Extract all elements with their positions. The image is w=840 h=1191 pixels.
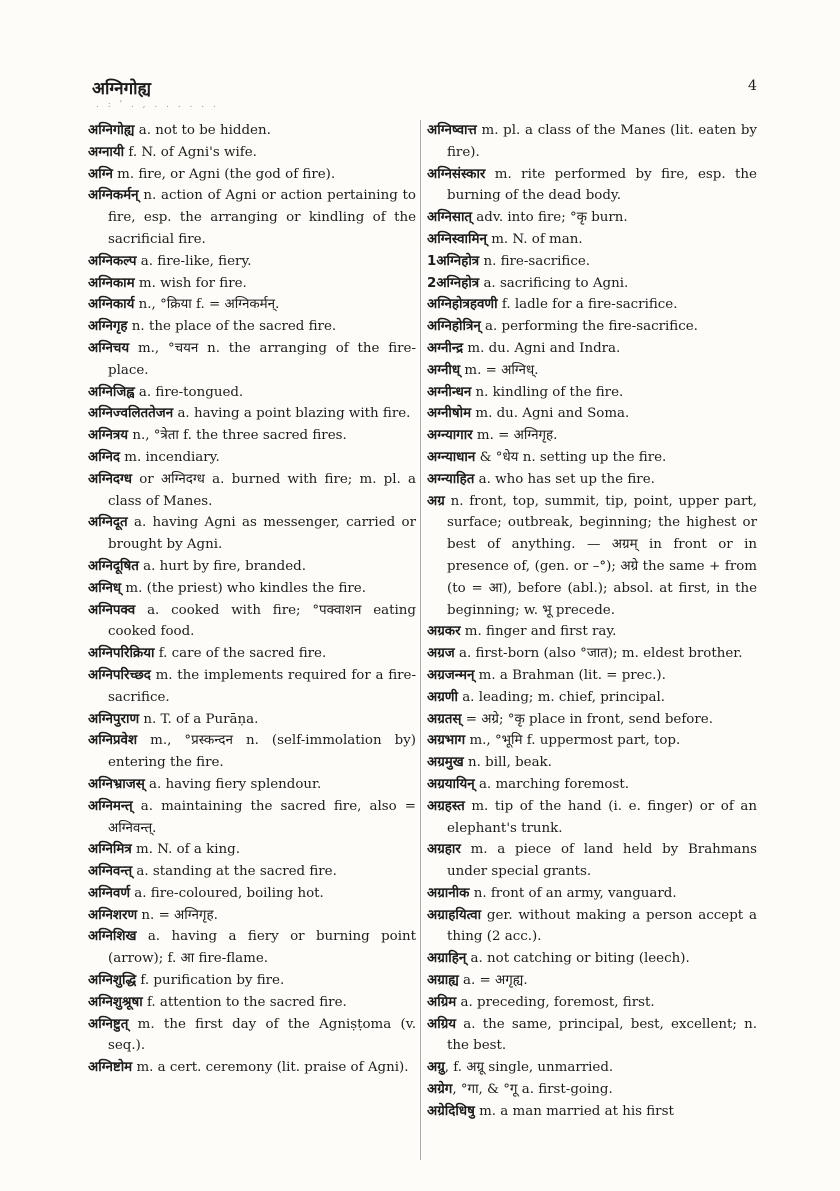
- entry-headword: अग्राह्य: [427, 973, 459, 989]
- dictionary-entry: [88, 970, 416, 992]
- entry-definition: n. the place of the sacred fire.: [127, 319, 337, 335]
- entry-definition: a. having Agni as messenger, carried or brought by Agni.: [108, 515, 416, 553]
- entry-headword: अग्राहिन्: [427, 951, 467, 967]
- entry-definition: n., °क्रिया f. = अग्निकर्मन्.: [134, 297, 280, 313]
- entry-headword: अग्निशुश्रूषा: [88, 994, 143, 1010]
- dictionary-entry: [88, 382, 416, 404]
- entry-headword: अग्नायी: [88, 144, 125, 160]
- entry-definition: n. bill, beak.: [463, 755, 552, 771]
- dictionary-entry: [427, 709, 757, 731]
- dictionary-entry: [427, 883, 757, 905]
- entry-definition: m. the first day of the Agniṣṭoma (v. seq.).: [108, 1016, 416, 1054]
- entry-headword: अग्नित्रय: [88, 428, 129, 444]
- entry-headword: अग्निवन्त्: [88, 864, 133, 880]
- dictionary-entry: [88, 1057, 416, 1079]
- entry-definition: f. care of the sacred fire.: [154, 646, 327, 662]
- entry-definition: a. standing at the sacred fire.: [132, 864, 337, 880]
- entry-definition: m. wish for fire.: [134, 275, 247, 291]
- dictionary-entry: [427, 294, 757, 316]
- entry-definition: m. du. Agni and Soma.: [471, 406, 630, 422]
- entry-definition: m. finger and first ray.: [460, 624, 617, 640]
- entry-definition: a. having a point blazing with fire.: [173, 406, 411, 422]
- entry-definition: = अग्रे; °कृ place in front, send before.: [461, 711, 713, 727]
- running-head: अग्निगोह्य: [92, 79, 151, 99]
- dictionary-entry: [88, 251, 416, 273]
- entry-headword: अग्नीन्धन: [427, 384, 472, 400]
- entry-definition: m. a man married at his first: [474, 1103, 674, 1119]
- dictionary-entry: [427, 839, 757, 883]
- entry-headword: अग्नीषोम: [427, 406, 472, 422]
- dictionary-entry: [427, 491, 757, 622]
- dictionary-entry: [88, 643, 416, 665]
- entry-headword: अग्निजिह्व: [88, 384, 135, 400]
- entry-definition: m. N. of man.: [486, 231, 583, 247]
- entry-headword: अग्निष्टुत्: [88, 1016, 129, 1032]
- dictionary-entry: [88, 905, 416, 927]
- entry-headword: अग्रयायिन्: [427, 776, 475, 792]
- entry-definition: , f. अग्रू single, unmarried.: [444, 1060, 614, 1076]
- dictionary-entry: [427, 273, 757, 295]
- entry-headword: अग्रु: [427, 1060, 445, 1076]
- entry-headword: अग्न्याहित: [427, 471, 475, 487]
- entry-headword: अग्निवर्ण: [88, 885, 131, 901]
- column-divider: [420, 120, 421, 1160]
- dictionary-entry: [88, 839, 416, 861]
- dictionary-entry: [88, 600, 416, 644]
- dictionary-entry: [427, 447, 757, 469]
- dictionary-entry: [427, 992, 757, 1014]
- entry-headword: अग्निहोत्रिन्: [427, 319, 481, 335]
- left-column: [88, 120, 416, 1079]
- entry-headword: अग्निकाम: [88, 275, 135, 291]
- entry-definition: f. N. of Agni's wife.: [124, 144, 257, 160]
- page-number: 4: [748, 78, 757, 94]
- entry-definition: adv. into fire; °कृ burn.: [472, 210, 628, 226]
- header-smudge: . : ' . , . . . . . .: [96, 100, 219, 110]
- dictionary-entry: [427, 207, 757, 229]
- dictionary-entry: [88, 883, 416, 905]
- entry-definition: n. fire-sacrifice.: [479, 253, 591, 269]
- dictionary-entry: [88, 709, 416, 731]
- dictionary-entry: [427, 665, 757, 687]
- entry-definition: n. kindling of the fire.: [471, 384, 624, 400]
- dictionary-entry: [427, 120, 757, 164]
- entry-definition: a. maintaining the sacred fire, also = अग्निवन्त्.: [108, 798, 416, 836]
- entry-headword: अग्नि: [88, 166, 113, 182]
- dictionary-entry: [427, 774, 757, 796]
- dictionary-entry: [88, 425, 416, 447]
- dictionary-entry: [427, 229, 757, 251]
- entry-definition: a. not to be hidden.: [134, 123, 271, 138]
- dictionary-entry: [427, 796, 757, 840]
- entry-definition: n. action of Agni or action pertaining to fire, esp. the arranging or kindling of the sacrificial fire.: [108, 188, 416, 247]
- entry-headword: अग्रिम: [427, 994, 457, 1010]
- entry-definition: m. a cert. ceremony (lit. praise of Agni).: [132, 1060, 409, 1076]
- dictionary-entry: [427, 316, 757, 338]
- entry-headword: अग्निदूषित: [88, 558, 139, 574]
- entry-headword: अग्नीन्द्र: [427, 340, 464, 356]
- entry-definition: a. sacrificing to Agni.: [479, 275, 629, 291]
- entry-definition: m. N. of a king.: [131, 842, 240, 858]
- entry-definition: a. marching foremost.: [474, 776, 629, 792]
- entry-definition: m. the implements required for a fire-sacrifice.: [108, 667, 416, 705]
- entry-headword: अग्रतस्: [427, 711, 462, 727]
- entry-definition: a. leading; m. chief, principal.: [457, 689, 665, 705]
- entry-headword: अग्रहार: [427, 842, 461, 858]
- entry-definition: m., °प्रस्कन्दन n. (self-immolation by) entering the fire.: [108, 733, 416, 771]
- dictionary-entry: [427, 687, 757, 709]
- entry-definition: a. who has set up the fire.: [474, 471, 655, 487]
- entry-definition: m. a Brahman (lit. = prec.).: [474, 667, 666, 683]
- dictionary-entry: [88, 861, 416, 883]
- entry-definition: f. attention to the sacred fire.: [142, 994, 347, 1010]
- dictionary-entry: [427, 469, 757, 491]
- entry-definition: m. a piece of land held by Brahmans under special grants.: [447, 842, 757, 880]
- entry-definition: m. fire, or Agni (the god of fire).: [112, 166, 336, 182]
- dictionary-entry: [88, 926, 416, 970]
- entry-headword: अग्निशिख: [88, 929, 137, 945]
- entry-headword: अग्निशुद्धि: [88, 973, 137, 989]
- entry-headword: अग्निपरिच्छद: [88, 667, 151, 683]
- entry-headword: अग्रज: [427, 646, 455, 662]
- entry-definition: m. rite performed by fire, esp. the burning of the dead body.: [447, 166, 757, 204]
- entry-definition: m. pl. a class of the Manes (lit. eaten by fire).: [447, 123, 757, 160]
- entry-definition: f. ladle for a fire-sacrifice.: [497, 297, 678, 313]
- entry-definition: a. first-born (also °जात); m. eldest brother.: [454, 646, 743, 662]
- entry-headword: अग्राहयित्वा: [427, 907, 482, 923]
- dictionary-entry: [88, 730, 416, 774]
- entry-headword: अग्निहोत्रहवणी: [427, 297, 498, 313]
- entry-headword: अग्निदूत: [88, 515, 128, 531]
- dictionary-entry: [88, 294, 416, 316]
- dictionary-entry: [88, 447, 416, 469]
- entry-definition: n. T. of a Purāṇa.: [139, 711, 259, 727]
- entry-headword: 1अग्निहोत्र: [427, 253, 480, 269]
- dictionary-entry: [427, 643, 757, 665]
- right-column: [427, 120, 757, 1123]
- dictionary-entry: [88, 469, 416, 513]
- entry-headword: अग्रकर: [427, 624, 461, 640]
- entry-definition: a. = अगृह्य.: [458, 973, 528, 989]
- entry-definition: m. = अग्निध्.: [460, 362, 539, 378]
- entry-headword: अग्न्यागार: [427, 428, 473, 444]
- dictionary-entry: [88, 164, 416, 186]
- entry-headword: अग्रभाग: [427, 733, 466, 749]
- entry-definition: a. having fiery splendour.: [144, 776, 322, 792]
- dictionary-entry: [427, 752, 757, 774]
- entry-definition: m. (the priest) who kindles the fire.: [121, 580, 366, 596]
- entry-headword: अग्निज्वलिततेजन: [88, 406, 174, 422]
- entry-definition: n. = अग्निगृह.: [137, 907, 218, 923]
- entry-definition: , °गा, & °गू a. first-going.: [452, 1082, 613, 1098]
- entry-headword: अग्रेदिधिषु: [427, 1103, 475, 1119]
- dictionary-entry: [88, 774, 416, 796]
- dictionary-entry: [427, 970, 757, 992]
- dictionary-entry: [427, 905, 757, 949]
- entry-definition: a. not catching or biting (leech).: [466, 951, 690, 967]
- entry-definition: n. front, top, summit, tip, point, upper part, surface; outbreak, beginning; the highest or best of anything. — अग्रम् in front or in presence of, (gen. or –°); अग्रे the same + from (to = आ), before (abl.); absol. at first, in the beginning; w. भू precede.: [444, 493, 757, 618]
- entry-headword: अग्निदग्ध: [88, 471, 133, 487]
- dictionary-entry: [88, 338, 416, 382]
- entry-headword: अग्निकल्प: [88, 253, 137, 269]
- entry-headword: अग्निपुराण: [88, 711, 140, 727]
- dictionary-entry: [427, 338, 757, 360]
- entry-definition: a. cooked with fire; °पक्वाशन eating cooked food.: [108, 602, 416, 640]
- entry-headword: अग्निगोह्य: [88, 123, 135, 138]
- entry-definition: a. fire-like, fiery.: [136, 253, 252, 269]
- entry-definition: n., °त्रेता f. the three sacred fires.: [128, 428, 347, 444]
- entry-headword: अग्निध्: [88, 580, 122, 596]
- entry-headword: अग्रणी: [427, 689, 458, 705]
- entry-definition: m., °चयन n. the arranging of the fire-place.: [108, 340, 416, 378]
- entry-definition: a. having a fiery or burning point (arrow); f. आ fire-flame.: [108, 929, 416, 967]
- entry-definition: m. du. Agni and Indra.: [463, 340, 621, 356]
- entry-headword: अग्रिय: [427, 1016, 457, 1032]
- dictionary-entry: [88, 316, 416, 338]
- entry-definition: a. preceding, foremost, first.: [456, 994, 655, 1010]
- dictionary-entry: [427, 164, 757, 208]
- dictionary-entry: [88, 556, 416, 578]
- entry-definition: a. hurt by fire, branded.: [138, 558, 306, 574]
- entry-definition: & °धेय n. setting up the fire.: [475, 449, 667, 465]
- entry-definition: a. fire-coloured, boiling hot.: [130, 885, 324, 901]
- entry-headword: अग्निद: [88, 449, 121, 465]
- dictionary-entry: [427, 1079, 757, 1101]
- dictionary-entry: [88, 665, 416, 709]
- entry-headword: अग्निमन्त्: [88, 798, 133, 814]
- entry-definition: a. performing the fire-sacrifice.: [480, 319, 698, 335]
- entry-headword: अग्निकार्य: [88, 297, 135, 313]
- entry-headword: अग्निस्वामिन्: [427, 231, 487, 247]
- entry-definition: a. the same, principal, best, excellent; n. the best.: [447, 1016, 757, 1054]
- dictionary-entry: [427, 621, 757, 643]
- entry-headword: अग्रानीक: [427, 885, 470, 901]
- dictionary-entry: [427, 251, 757, 273]
- entry-headword: अग्निगृह: [88, 319, 128, 335]
- entry-headword: अग्निष्टोम: [88, 1060, 133, 1076]
- entry-headword: अग्न्याधान: [427, 449, 476, 465]
- dictionary-entry: [88, 992, 416, 1014]
- dictionary-entry: [88, 578, 416, 600]
- entry-headword: अग्नीध्: [427, 362, 461, 378]
- entry-headword: अग्रजन्मन्: [427, 667, 475, 683]
- dictionary-entry: [427, 1057, 757, 1079]
- entry-definition: m., °भूमि f. uppermost part, top.: [465, 733, 681, 749]
- entry-definition: m. = अग्निगृह.: [472, 428, 558, 444]
- entry-headword: अग्रमुख: [427, 755, 464, 771]
- entry-headword: अग्रहस्त: [427, 798, 465, 814]
- entry-headword: अग्निसंस्कार: [427, 166, 486, 182]
- entry-definition: a. fire-tongued.: [134, 384, 244, 400]
- dictionary-entry: [88, 512, 416, 556]
- dictionary-entry: [88, 273, 416, 295]
- entry-definition: n. front of an army, vanguard.: [469, 885, 677, 901]
- dictionary-entry: [88, 403, 416, 425]
- dictionary-entry: [427, 1101, 757, 1123]
- entry-headword: 2अग्निहोत्र: [427, 275, 480, 291]
- dictionary-entry: [427, 1014, 757, 1058]
- entry-headword: अग्निसात्: [427, 210, 473, 226]
- entry-definition: f. purification by fire.: [136, 973, 285, 989]
- entry-headword: अग्निपरिक्रिया: [88, 646, 155, 662]
- entry-headword: अग्निष्वात्त: [427, 123, 477, 138]
- entry-headword: अग्निमित्र: [88, 842, 132, 858]
- dictionary-entry: [88, 120, 416, 142]
- dictionary-entry: [88, 796, 416, 840]
- dictionary-entry: [427, 403, 757, 425]
- entry-headword: अग्निपक्व: [88, 602, 136, 618]
- entry-headword: अग्र: [427, 493, 445, 509]
- dictionary-entry: [88, 185, 416, 250]
- entry-headword: अग्निप्रवेश: [88, 733, 138, 749]
- dictionary-entry: [427, 730, 757, 752]
- dictionary-entry: [427, 425, 757, 447]
- entry-headword: अग्निकर्मन्: [88, 188, 139, 204]
- entry-definition: m. incendiary.: [120, 449, 220, 465]
- entry-definition: ger. without making a person accept a thing (2 acc.).: [447, 907, 757, 945]
- dictionary-entry: [427, 360, 757, 382]
- dictionary-entry: [88, 142, 416, 164]
- dictionary-entry: [427, 948, 757, 970]
- entry-headword: अग्निभ्राजस्: [88, 776, 145, 792]
- dictionary-entry: [427, 382, 757, 404]
- entry-headword: अग्निशरण: [88, 907, 138, 923]
- entry-headword: अग्निचय: [88, 340, 130, 356]
- entry-definition: m. tip of the hand (i. e. finger) or of an elephant's trunk.: [447, 798, 757, 836]
- entry-definition: or अग्निदग्ध a. burned with fire; m. pl. a class of Manes.: [108, 471, 416, 509]
- entry-headword: अग्रेग: [427, 1082, 453, 1098]
- dictionary-entry: [88, 1014, 416, 1058]
